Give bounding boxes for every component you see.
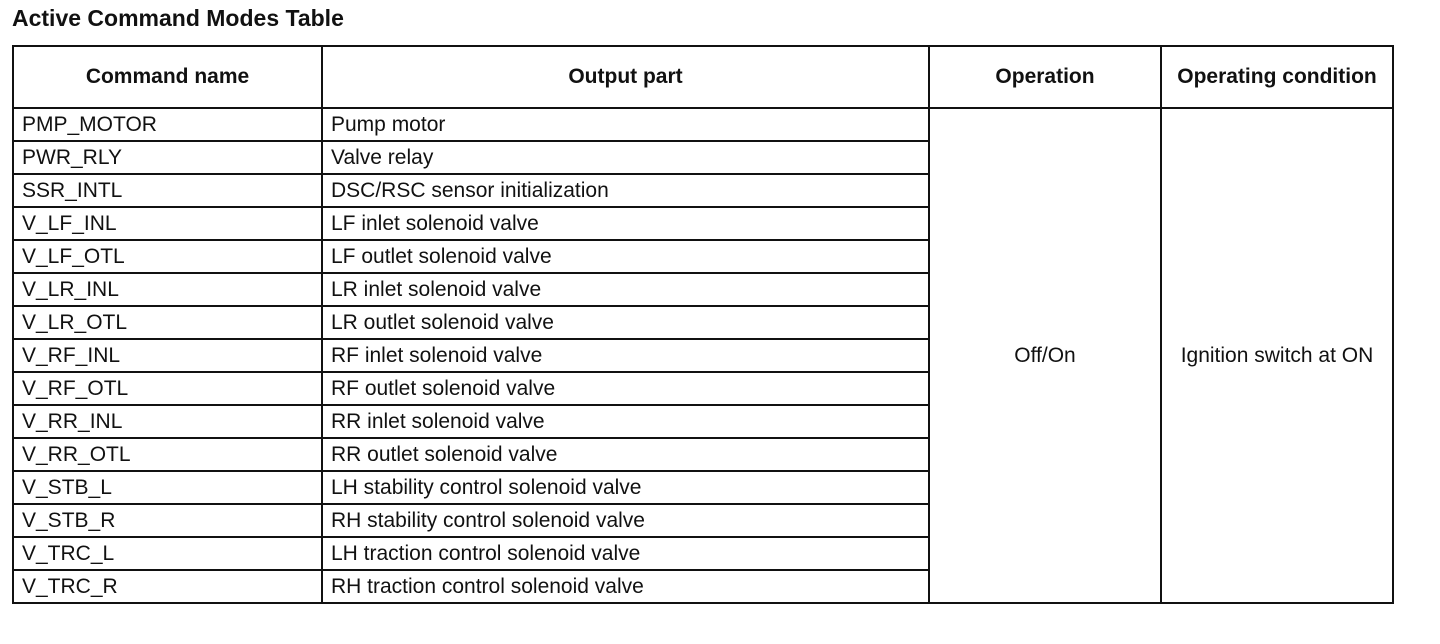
output-part-cell: RR outlet solenoid valve (322, 438, 929, 471)
command-name-cell: V_RF_OTL (13, 372, 322, 405)
table-header-row (13, 46, 1393, 108)
command-name-cell: V_LR_OTL (13, 306, 322, 339)
command-name-cell: V_LF_INL (13, 207, 322, 240)
output-part-cell: LR outlet solenoid valve (322, 306, 929, 339)
command-name-cell: V_RF_INL (13, 339, 322, 372)
output-part-cell: LF outlet solenoid valve (322, 240, 929, 273)
command-name-cell: PMP_MOTOR (13, 108, 322, 141)
output-part-cell: Valve relay (322, 141, 929, 174)
operation-cell: Off/On (929, 108, 1161, 603)
command-name-cell: V_TRC_L (13, 537, 322, 570)
command-name-cell: V_STB_R (13, 504, 322, 537)
header-operation: Operation (929, 46, 1161, 108)
output-part-cell: RR inlet solenoid valve (322, 405, 929, 438)
command-name-cell: V_STB_L (13, 471, 322, 504)
command-name-cell: V_RR_INL (13, 405, 322, 438)
output-part-cell: LR inlet solenoid valve (322, 273, 929, 306)
output-part-cell: LH stability control solenoid valve (322, 471, 929, 504)
header-operating-condition: Operating condition (1161, 46, 1393, 108)
command-name-cell: V_LR_INL (13, 273, 322, 306)
header-output-part: Output part (322, 46, 929, 108)
command-name-cell: V_TRC_R (13, 570, 322, 603)
output-part-cell: RF inlet solenoid valve (322, 339, 929, 372)
table-row (13, 108, 1393, 141)
output-part-cell: DSC/RSC sensor initialization (322, 174, 929, 207)
command-name-cell: SSR_INTL (13, 174, 322, 207)
table-body (13, 108, 1393, 603)
output-part-cell: RH stability control solenoid valve (322, 504, 929, 537)
output-part-cell: LF inlet solenoid valve (322, 207, 929, 240)
output-part-cell: Pump motor (322, 108, 929, 141)
operating-condition-cell: Ignition switch at ON (1161, 108, 1393, 603)
page-title: Active Command Modes Table (12, 5, 344, 31)
output-part-cell: RF outlet solenoid valve (322, 372, 929, 405)
command-name-cell: V_LF_OTL (13, 240, 322, 273)
header-command-name: Command name (13, 46, 322, 108)
active-command-modes-table (12, 45, 1394, 604)
output-part-cell: LH traction control solenoid valve (322, 537, 929, 570)
output-part-cell: RH traction control solenoid valve (322, 570, 929, 603)
command-name-cell: V_RR_OTL (13, 438, 322, 471)
command-name-cell: PWR_RLY (13, 141, 322, 174)
